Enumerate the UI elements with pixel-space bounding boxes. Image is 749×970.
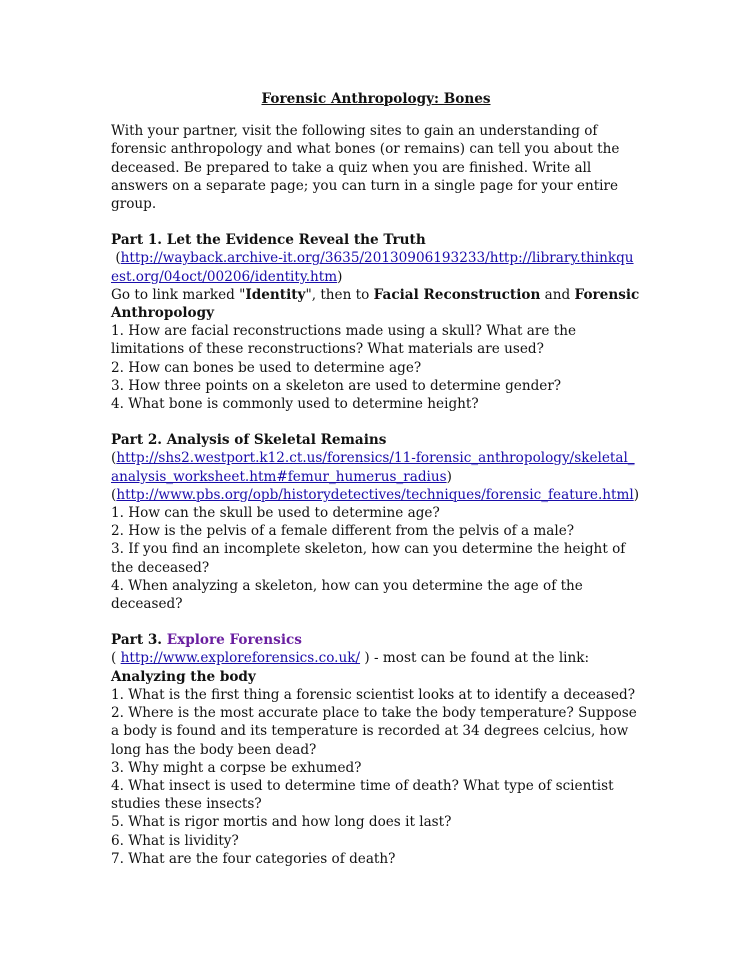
question: 4. When analyzing a skeleton, how can you determine the age of the deceased? <box>111 577 583 613</box>
part1-link[interactable]: http://wayback.archive-it.org/3635/20130906193233/http://library.thinkquest.org/04oct/00206/identity.htm <box>111 250 634 285</box>
part1-instr-pre: Go to link marked " <box>111 286 246 303</box>
part2-section <box>111 431 641 613</box>
part1-link-line: (http://wayback.archive-it.org/3635/20130906193233/http://library.thinkquest.org/04oct/00206/identity.htm) <box>111 250 634 285</box>
question: 6. What is lividity? <box>111 832 239 849</box>
question: 4. What bone is commonly used to determine height? <box>111 396 479 413</box>
question: 2. How is the pelvis of a female different from the pelvis of a male? <box>111 523 575 540</box>
question: 1. How are facial reconstructions made using a skull? What are the limitations of these reconstructions? What materials are used? <box>111 323 577 358</box>
explore-forensics-link[interactable]: Explore Forensics <box>166 632 302 649</box>
part3-heading-prefix: Part 3. <box>111 632 167 649</box>
question: 2. How can bones be used to determine age? <box>111 359 422 376</box>
part1-heading: Part 1. Let the Evidence Reveal the Truth <box>111 232 426 249</box>
part3-link[interactable]: http://www.exploreforensics.co.uk/ <box>120 650 361 667</box>
part1-section <box>111 231 641 413</box>
spacer <box>111 413 641 431</box>
intro-paragraph: With your partner, visit the following sites to gain an understanding of forensic anthropology and what bones (or remains) can tell you about the deceased. Be prepared to take a quiz when you are finished. Write all answers on a separate page; you can turn in a single page for your entire group. <box>111 123 620 213</box>
question: 2. Where is the most accurate place to take the body temperature? Suppose a body is found and its temperature is recorded at 34 degrees celcius, how long has the body been dead? <box>111 705 637 758</box>
part1-instr-and: and <box>540 286 575 303</box>
part2-heading: Part 2. Analysis of Skeletal Remains <box>111 432 387 449</box>
forensic-anthropology-label: Forensic Anthropology <box>111 286 640 322</box>
part2-link2-line: (http://www.pbs.org/opb/historydetectives/techniques/forensic_feature.html) <box>111 486 640 503</box>
part3-heading <box>111 631 641 649</box>
question: 5. What is rigor mortis and how long does it last? <box>111 814 452 831</box>
document-title: Forensic Anthropology: Bones <box>261 91 491 107</box>
part1-instructions <box>111 286 641 322</box>
analyzing-the-body-label: Analyzing the body <box>111 668 256 685</box>
spacer <box>111 613 641 631</box>
question: 1. How can the skull be used to determine age? <box>111 505 440 522</box>
facial-reconstruction-label: Facial Reconstruction <box>373 286 541 303</box>
question: 4. What insect is used to determine time of death? What type of scientist studies these insects? <box>111 777 614 813</box>
part3-instr-after: ) - most can be found at the link: <box>360 650 590 667</box>
part1-instr-mid: ", then to <box>305 286 374 303</box>
question: 3. How three points on a skeleton are used to determine gender? <box>111 377 562 394</box>
part3-instructions: ( http://www.exploreforensics.co.uk/ ) - most can be found at the link: Analyzing the body <box>111 650 590 685</box>
question: 7. What are the four categories of death? <box>111 850 396 867</box>
question: 1. What is the first thing a forensic scientist looks at to identify a deceased? <box>111 686 636 703</box>
spacer <box>111 213 641 231</box>
part2-link-westport[interactable]: http://shs2.westport.k12.ct.us/forensics/11-forensic_anthropology/skeletal_analysis_worksheet.htm#femur_humerus_radius <box>111 450 635 485</box>
question: 3. If you find an incomplete skeleton, how can you determine the height of the deceased? <box>111 541 626 576</box>
part2-link-pbs[interactable]: http://www.pbs.org/opb/historydetectives/techniques/forensic_feature.html <box>116 486 634 503</box>
part2-link1-line: (http://shs2.westport.k12.ct.us/forensics/11-forensic_anthropology/skeletal_analysis_worksheet.htm#femur_humerus_radius) <box>111 450 635 485</box>
part3-section <box>111 631 641 868</box>
identity-label: Identity <box>245 286 306 303</box>
question: 3. Why might a corpse be exhumed? <box>111 759 362 776</box>
